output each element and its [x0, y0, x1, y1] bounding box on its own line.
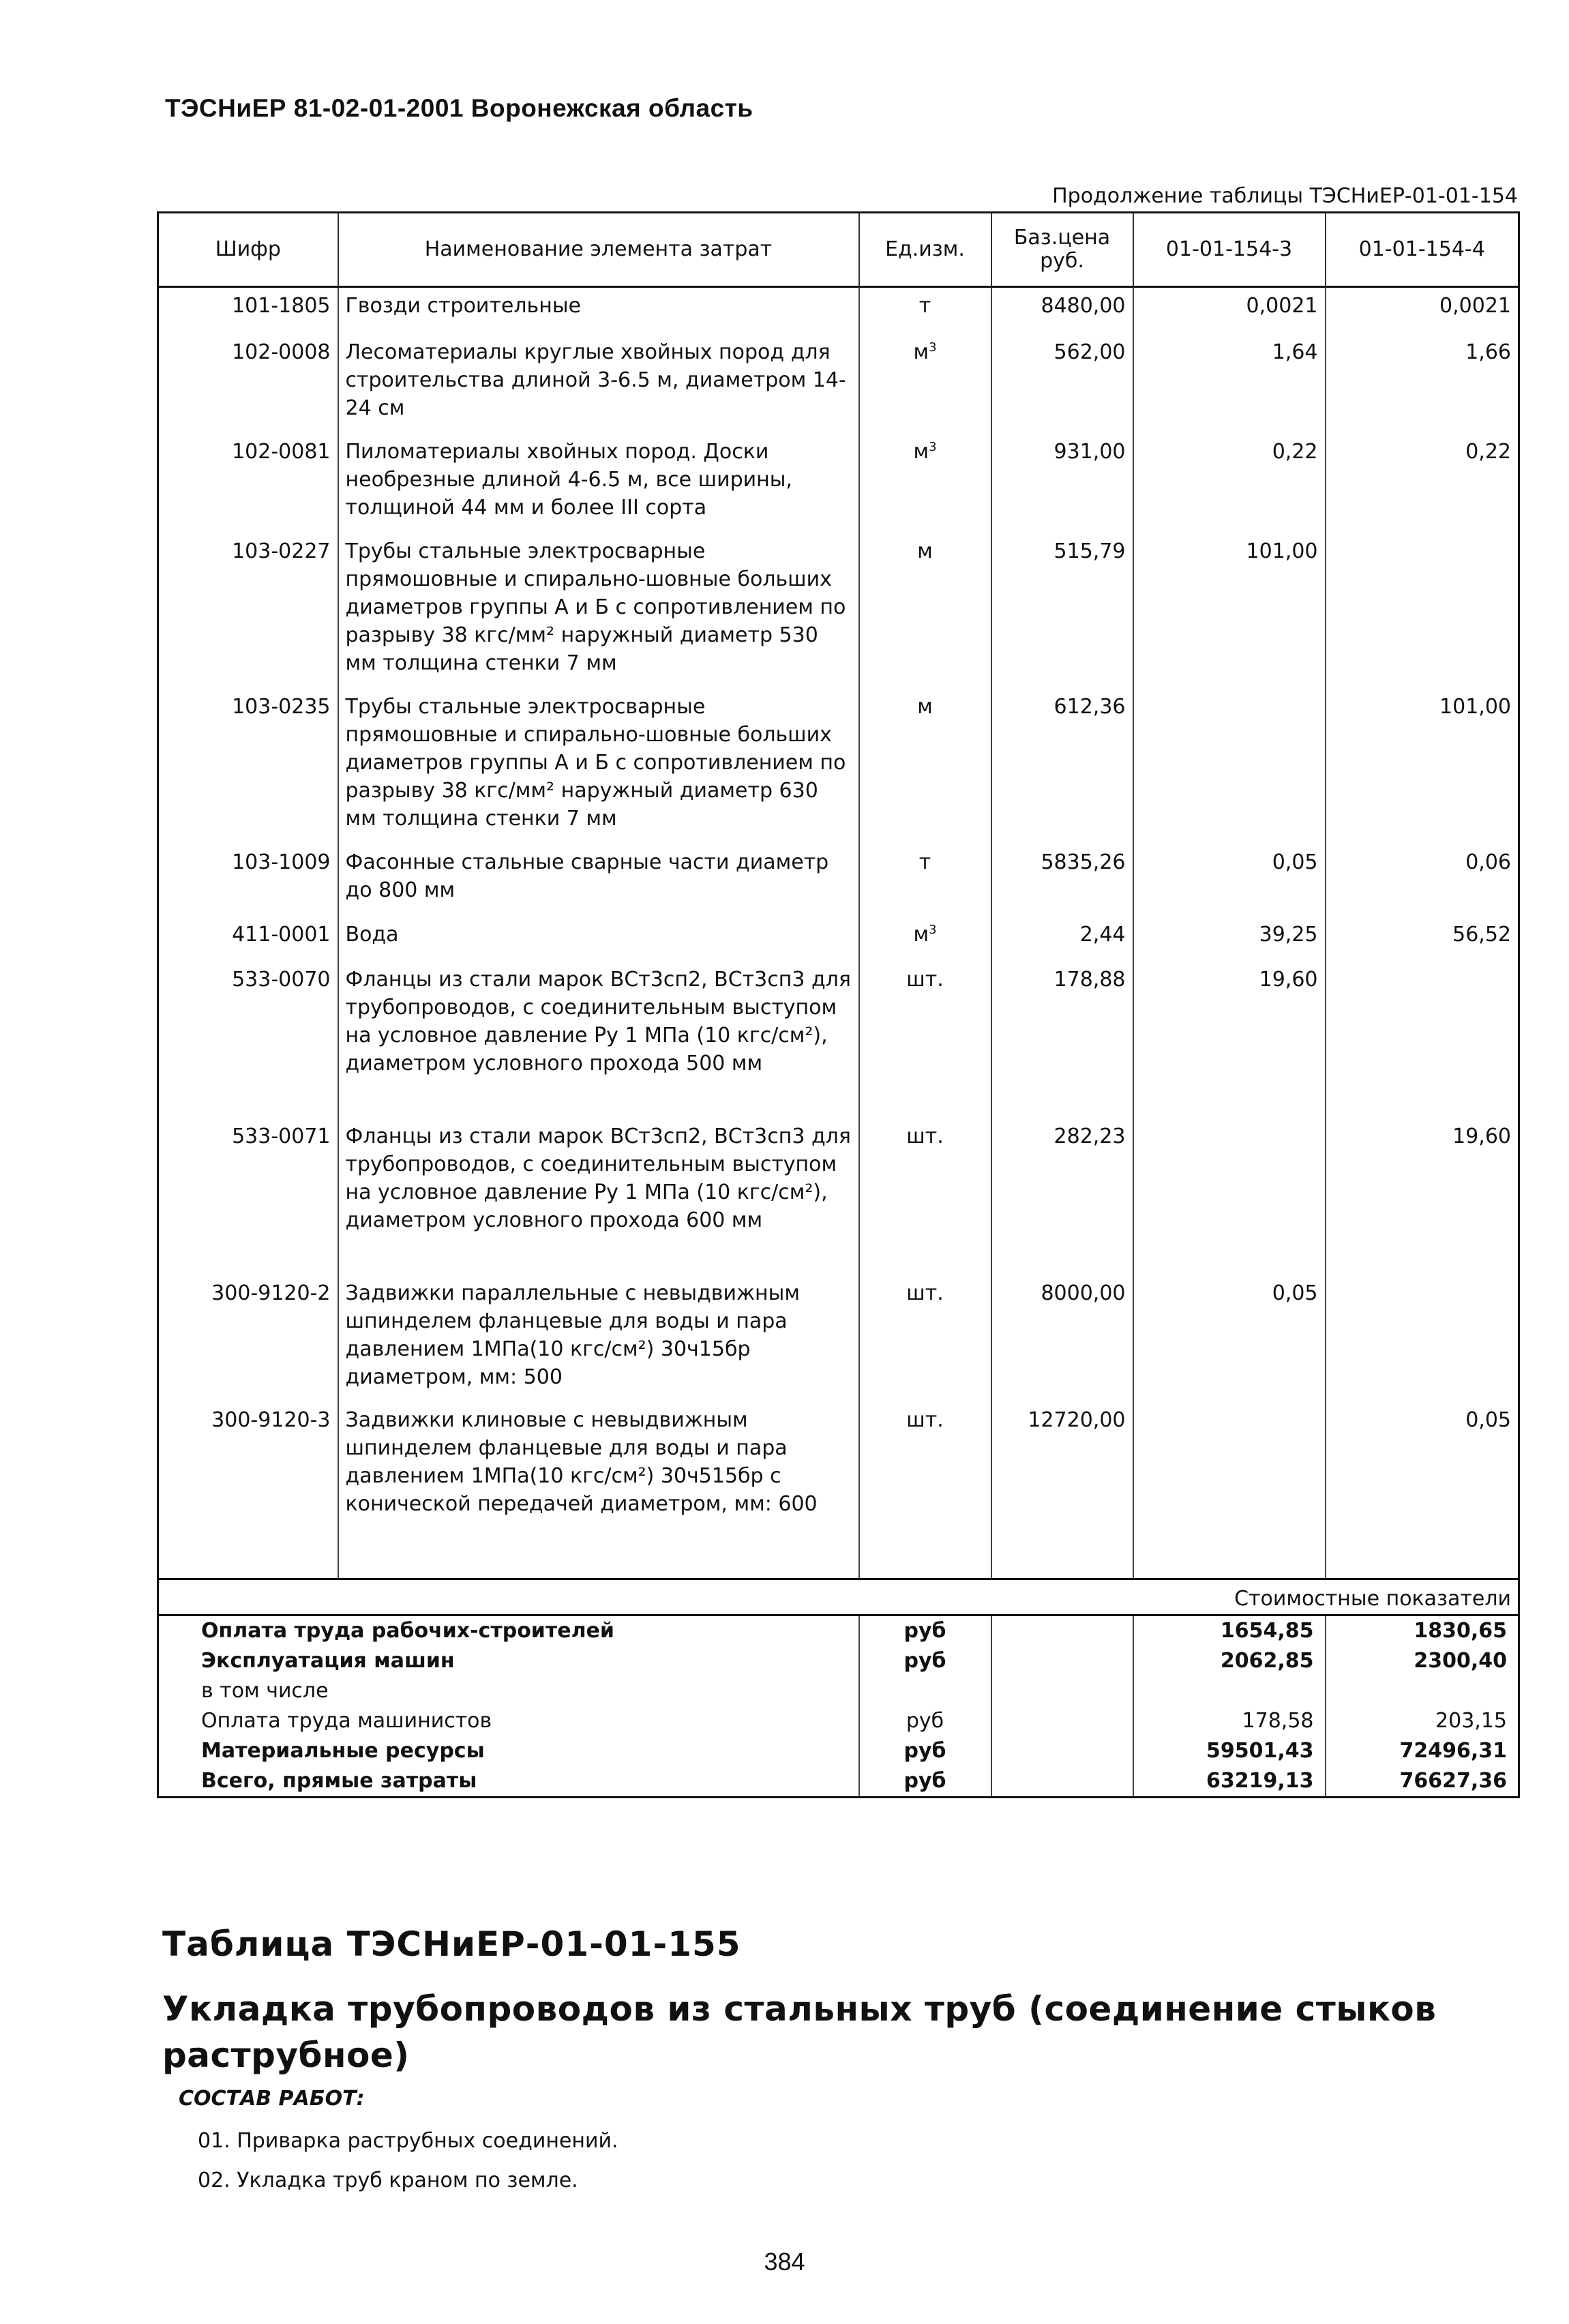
cell-price-text: 515,79: [1054, 539, 1126, 563]
summary-row: [158, 1646, 1519, 1676]
col-header-154-3: 01-01-154-3: [1133, 213, 1326, 287]
cell-154-3: [1133, 689, 1326, 844]
unit-exponent: 3: [929, 923, 937, 937]
cell-code-text: 102-0081: [232, 440, 331, 464]
summary-154-3: [1133, 1676, 1326, 1706]
cell-code-text: 300-9120-2: [211, 1281, 331, 1305]
cell-154-3-text: 0,05: [1272, 850, 1318, 874]
cell-name-text: Трубы стальные электросварные прямошовные и спирально-шовные больших диаметров группы А и Б с сопротивлением по разрыву 38 кгс/мм² наружный диаметр 530 мм толщина стенки 7 мм: [345, 539, 846, 675]
spacer-cell: [158, 1526, 338, 1579]
spacer-cell: [1133, 1526, 1326, 1579]
summary-unit: руб: [859, 1646, 991, 1676]
cell-name: [338, 434, 859, 533]
cell-name: [338, 962, 859, 1118]
summary-unit: руб: [859, 1706, 991, 1736]
cell-unit: [859, 1118, 991, 1275]
cell-154-3: [1133, 1118, 1326, 1275]
cell-price-text: 282,23: [1054, 1124, 1126, 1148]
cell-name-text: Задвижки клиновые с невыдвижным шпинделем фланцевые для воды и пара давлением 1МПа(10 кгс/см²) 30ч515бр с конической передачей диаметром, мм: 600: [345, 1408, 818, 1516]
cell-154-4-text: 0,22: [1465, 440, 1511, 464]
cell-price-text: 12720,00: [1028, 1408, 1126, 1432]
summary-unit: руб: [859, 1615, 991, 1647]
cell-price-text: 931,00: [1054, 440, 1126, 464]
summary-unit: руб: [859, 1766, 991, 1798]
summary-154-4: 76627,36: [1326, 1766, 1519, 1798]
cell-unit-text: м: [913, 923, 929, 947]
cell-unit: [859, 844, 991, 917]
cell-code-text: 533-0070: [232, 968, 331, 992]
summary-empty: [991, 1615, 1133, 1647]
table-row: [158, 844, 1519, 917]
cell-code: [158, 287, 338, 335]
cell-unit: [859, 962, 991, 1118]
summary-empty: [991, 1676, 1133, 1706]
cell-name-text: Трубы стальные электросварные прямошовные и спирально-шовные больших диаметров группы А и Б с сопротивлением по разрыву 38 кгс/мм² наружный диаметр 630 мм толщина стенки 7 мм: [345, 695, 846, 831]
summary-154-4: 1830,65: [1326, 1615, 1519, 1647]
summary-154-3: 2062,85: [1133, 1646, 1326, 1676]
cell-price: [991, 844, 1133, 917]
summary-154-3: 63219,13: [1133, 1766, 1326, 1798]
cell-code: [158, 917, 338, 962]
cell-name-text: Фланцы из стали марок ВСт3сп2, ВСт3сп3 для трубопроводов, с соединительным выступом на условное давление Ру 1 МПа (10 кгс/см²), диаметром условного прохода 600 мм: [345, 1124, 851, 1232]
summary-154-4: 203,15: [1326, 1706, 1519, 1736]
cell-154-3: [1133, 962, 1326, 1118]
page-header: ТЭСНиЕР 81-02-01-2001 Воронежская область: [165, 94, 753, 122]
cell-code-text: 101-1805: [232, 294, 331, 318]
cell-154-3-text: 0,05: [1272, 1281, 1318, 1305]
cell-unit-text: м: [913, 440, 929, 464]
cell-unit-text: м: [917, 539, 933, 563]
col-header-price: Баз.цена руб.: [991, 213, 1133, 287]
cell-price: [991, 962, 1133, 1118]
summary-row: [158, 1736, 1519, 1766]
cell-154-4-text: 0,05: [1465, 1408, 1511, 1432]
cell-code-text: 533-0071: [232, 1124, 331, 1148]
section-title: Таблица ТЭСНиЕР-01-01-155: [162, 1924, 741, 1964]
table-row: [158, 434, 1519, 533]
cell-unit-text: шт.: [906, 1408, 944, 1432]
cell-154-4: [1326, 917, 1519, 962]
cell-154-3: [1133, 844, 1326, 917]
cell-price: [991, 1402, 1133, 1526]
cell-154-3: [1133, 917, 1326, 962]
cell-code: [158, 844, 338, 917]
cell-code-text: 102-0008: [232, 340, 331, 364]
cell-name-text: Лесоматериалы круглые хвойных пород для строительства длиной 3-6.5 м, диаметром 14-24 см: [345, 340, 846, 420]
cell-unit-text: т: [918, 294, 931, 318]
summary-154-4: [1326, 1676, 1519, 1706]
cell-code-text: 103-0235: [232, 695, 331, 719]
cell-price-text: 8000,00: [1041, 1281, 1126, 1305]
cell-154-3-text: 0,22: [1272, 440, 1318, 464]
table-row: [158, 962, 1519, 1118]
table-continuation-note: Продолжение таблицы ТЭСНиЕР-01-01-154: [1052, 184, 1518, 208]
table-row: [158, 1402, 1519, 1526]
cell-code: [158, 1118, 338, 1275]
cell-unit-text: т: [918, 850, 931, 874]
cell-154-4: [1326, 334, 1519, 434]
cell-name: [338, 689, 859, 844]
summary-154-3: 59501,43: [1133, 1736, 1326, 1766]
cell-unit-text: м: [913, 340, 929, 364]
summary-154-3: 178,58: [1133, 1706, 1326, 1736]
table-row: [158, 1118, 1519, 1275]
cell-unit: [859, 917, 991, 962]
cell-name: [338, 844, 859, 917]
table-row: [158, 533, 1519, 689]
table-row: [158, 1275, 1519, 1402]
cell-price-text: 612,36: [1054, 695, 1126, 719]
summary-154-4: 2300,40: [1326, 1646, 1519, 1676]
summary-unit: руб: [859, 1736, 991, 1766]
cell-code-text: 411-0001: [232, 923, 331, 947]
table-end-spacer: [158, 1526, 1519, 1579]
cell-154-3-text: 39,25: [1259, 923, 1318, 947]
summary-label: Оплата труда рабочих-строителей: [158, 1615, 859, 1647]
cell-name: [338, 1402, 859, 1526]
cell-name: [338, 533, 859, 689]
cell-name: [338, 1118, 859, 1275]
cell-154-3-text: 19,60: [1259, 968, 1318, 992]
cell-unit-text: м: [917, 695, 933, 719]
cell-154-4-text: 19,60: [1452, 1124, 1511, 1148]
col-header-code: Шифр: [158, 213, 338, 287]
cell-154-3: [1133, 334, 1326, 434]
cell-price: [991, 434, 1133, 533]
summary-label: в том числе: [158, 1676, 859, 1706]
cell-name-text: Вода: [345, 923, 399, 947]
summary-empty: [991, 1736, 1133, 1766]
page-number: 384: [764, 2248, 805, 2276]
cell-unit: [859, 334, 991, 434]
resource-table: [157, 211, 1520, 1798]
cell-name-text: Гвозди строительные: [345, 294, 581, 318]
summary-unit: [859, 1676, 991, 1706]
summary-row: [158, 1706, 1519, 1736]
spacer-cell: [859, 1526, 991, 1579]
cell-154-3-text: 101,00: [1246, 539, 1318, 563]
cell-code-text: 103-0227: [232, 539, 331, 563]
cell-code: [158, 434, 338, 533]
cell-unit-text: шт.: [906, 968, 944, 992]
cell-name-text: Пиломатериалы хвойных пород. Доски необрезные длиной 4-6.5 м, все ширины, толщиной 44 мм и более III сорта: [345, 440, 792, 520]
cell-price: [991, 334, 1133, 434]
summary-empty: [991, 1766, 1133, 1798]
cell-154-3: [1133, 287, 1326, 335]
cell-price-text: 5835,26: [1041, 850, 1126, 874]
cell-154-4: [1326, 844, 1519, 917]
cell-154-4: [1326, 1118, 1519, 1275]
summary-empty: [991, 1646, 1133, 1676]
cell-name: [338, 917, 859, 962]
cell-code: [158, 689, 338, 844]
cell-154-4: [1326, 434, 1519, 533]
cell-name: [338, 287, 859, 335]
summary-label: Эксплуатация машин: [158, 1646, 859, 1676]
spacer-cell: [1326, 1526, 1519, 1579]
unit-exponent: 3: [929, 340, 937, 355]
cell-154-4: [1326, 1275, 1519, 1402]
cell-unit: [859, 533, 991, 689]
cell-code-text: 103-1009: [232, 850, 331, 874]
cell-code: [158, 962, 338, 1118]
summary-row: [158, 1676, 1519, 1706]
table-row: [158, 917, 1519, 962]
cell-unit-text: шт.: [906, 1124, 944, 1148]
cell-code: [158, 1402, 338, 1526]
summary-row: [158, 1766, 1519, 1798]
cell-unit: [859, 434, 991, 533]
summary-row: [158, 1615, 1519, 1647]
cell-154-4-text: 56,52: [1452, 923, 1511, 947]
cell-price: [991, 917, 1133, 962]
cell-price: [991, 287, 1133, 335]
work-item: 01. Приварка раструбных соединений.: [198, 2129, 618, 2153]
summary-label: Оплата труда машинистов: [158, 1706, 859, 1736]
cell-154-3-text: 1,64: [1272, 340, 1318, 364]
cell-name: [338, 1275, 859, 1402]
cell-154-3: [1133, 1275, 1326, 1402]
cell-154-3: [1133, 434, 1326, 533]
cell-154-3: [1133, 533, 1326, 689]
cell-price-text: 2,44: [1079, 923, 1126, 947]
col-header-name: Наименование элемента затрат: [338, 213, 859, 287]
cell-name-text: Фланцы из стали марок ВСт3сп2, ВСт3сп3 для трубопроводов, с соединительным выступом на условное давление Ру 1 МПа (10 кгс/см²), диаметром условного прохода 500 мм: [345, 968, 851, 1075]
cell-154-4: [1326, 962, 1519, 1118]
work-composition-heading: СОСТАВ РАБОТ:: [179, 2087, 365, 2111]
table-row: [158, 689, 1519, 844]
cell-154-4-text: 101,00: [1439, 695, 1511, 719]
cell-code: [158, 1275, 338, 1402]
cell-154-4: [1326, 287, 1519, 335]
cell-154-4: [1326, 1402, 1519, 1526]
spacer-cell: [991, 1526, 1133, 1579]
cell-unit: [859, 1275, 991, 1402]
cell-unit-text: шт.: [906, 1281, 944, 1305]
unit-exponent: 3: [929, 440, 937, 454]
col-header-unit: Ед.изм.: [859, 213, 991, 287]
cell-unit: [859, 1402, 991, 1526]
section-subtitle: Укладка трубопроводов из стальных труб (соединение стыков раструбное): [162, 1989, 1437, 2075]
cell-154-4: [1326, 533, 1519, 689]
summary-154-4: 72496,31: [1326, 1736, 1519, 1766]
summary-154-3: 1654,85: [1133, 1615, 1326, 1647]
cell-price: [991, 533, 1133, 689]
cell-price-text: 178,88: [1054, 968, 1126, 992]
cell-unit: [859, 287, 991, 335]
table-row: [158, 334, 1519, 434]
cell-unit: [859, 689, 991, 844]
cell-code: [158, 334, 338, 434]
cell-154-4-text: 0,06: [1465, 850, 1511, 874]
summary-label: Материальные ресурсы: [158, 1736, 859, 1766]
cell-code: [158, 533, 338, 689]
cell-price: [991, 1118, 1133, 1275]
summary-label: Всего, прямые затраты: [158, 1766, 859, 1798]
cell-price-text: 562,00: [1054, 340, 1126, 364]
cell-price: [991, 1275, 1133, 1402]
table-row: [158, 287, 1519, 335]
col-header-154-4: 01-01-154-4: [1326, 213, 1519, 287]
cell-154-3-text: 0,0021: [1246, 294, 1318, 318]
cell-price: [991, 689, 1133, 844]
cell-154-3: [1133, 1402, 1326, 1526]
cell-price-text: 8480,00: [1041, 294, 1126, 318]
cell-154-4: [1326, 689, 1519, 844]
cost-indicators-label: Стоимостные показатели: [158, 1579, 1519, 1615]
cost-indicators-row: [158, 1579, 1519, 1615]
cell-code-text: 300-9120-3: [211, 1408, 331, 1432]
cell-name: [338, 334, 859, 434]
work-item: 02. Укладка труб краном по земле.: [198, 2169, 578, 2192]
cell-154-4-text: 0,0021: [1439, 294, 1511, 318]
spacer-cell: [338, 1526, 859, 1579]
table-header-row: [158, 213, 1519, 287]
cell-154-4-text: 1,66: [1465, 340, 1511, 364]
table-body: [158, 287, 1519, 1798]
cell-name-text: Фасонные стальные сварные части диаметр до 800 мм: [345, 850, 829, 902]
summary-empty: [991, 1706, 1133, 1736]
cell-name-text: Задвижки параллельные с невыдвижным шпинделем фланцевые для воды и пара давлением 1МПа(10 кгс/см²) 30ч15бр диаметром, мм: 500: [345, 1281, 800, 1389]
